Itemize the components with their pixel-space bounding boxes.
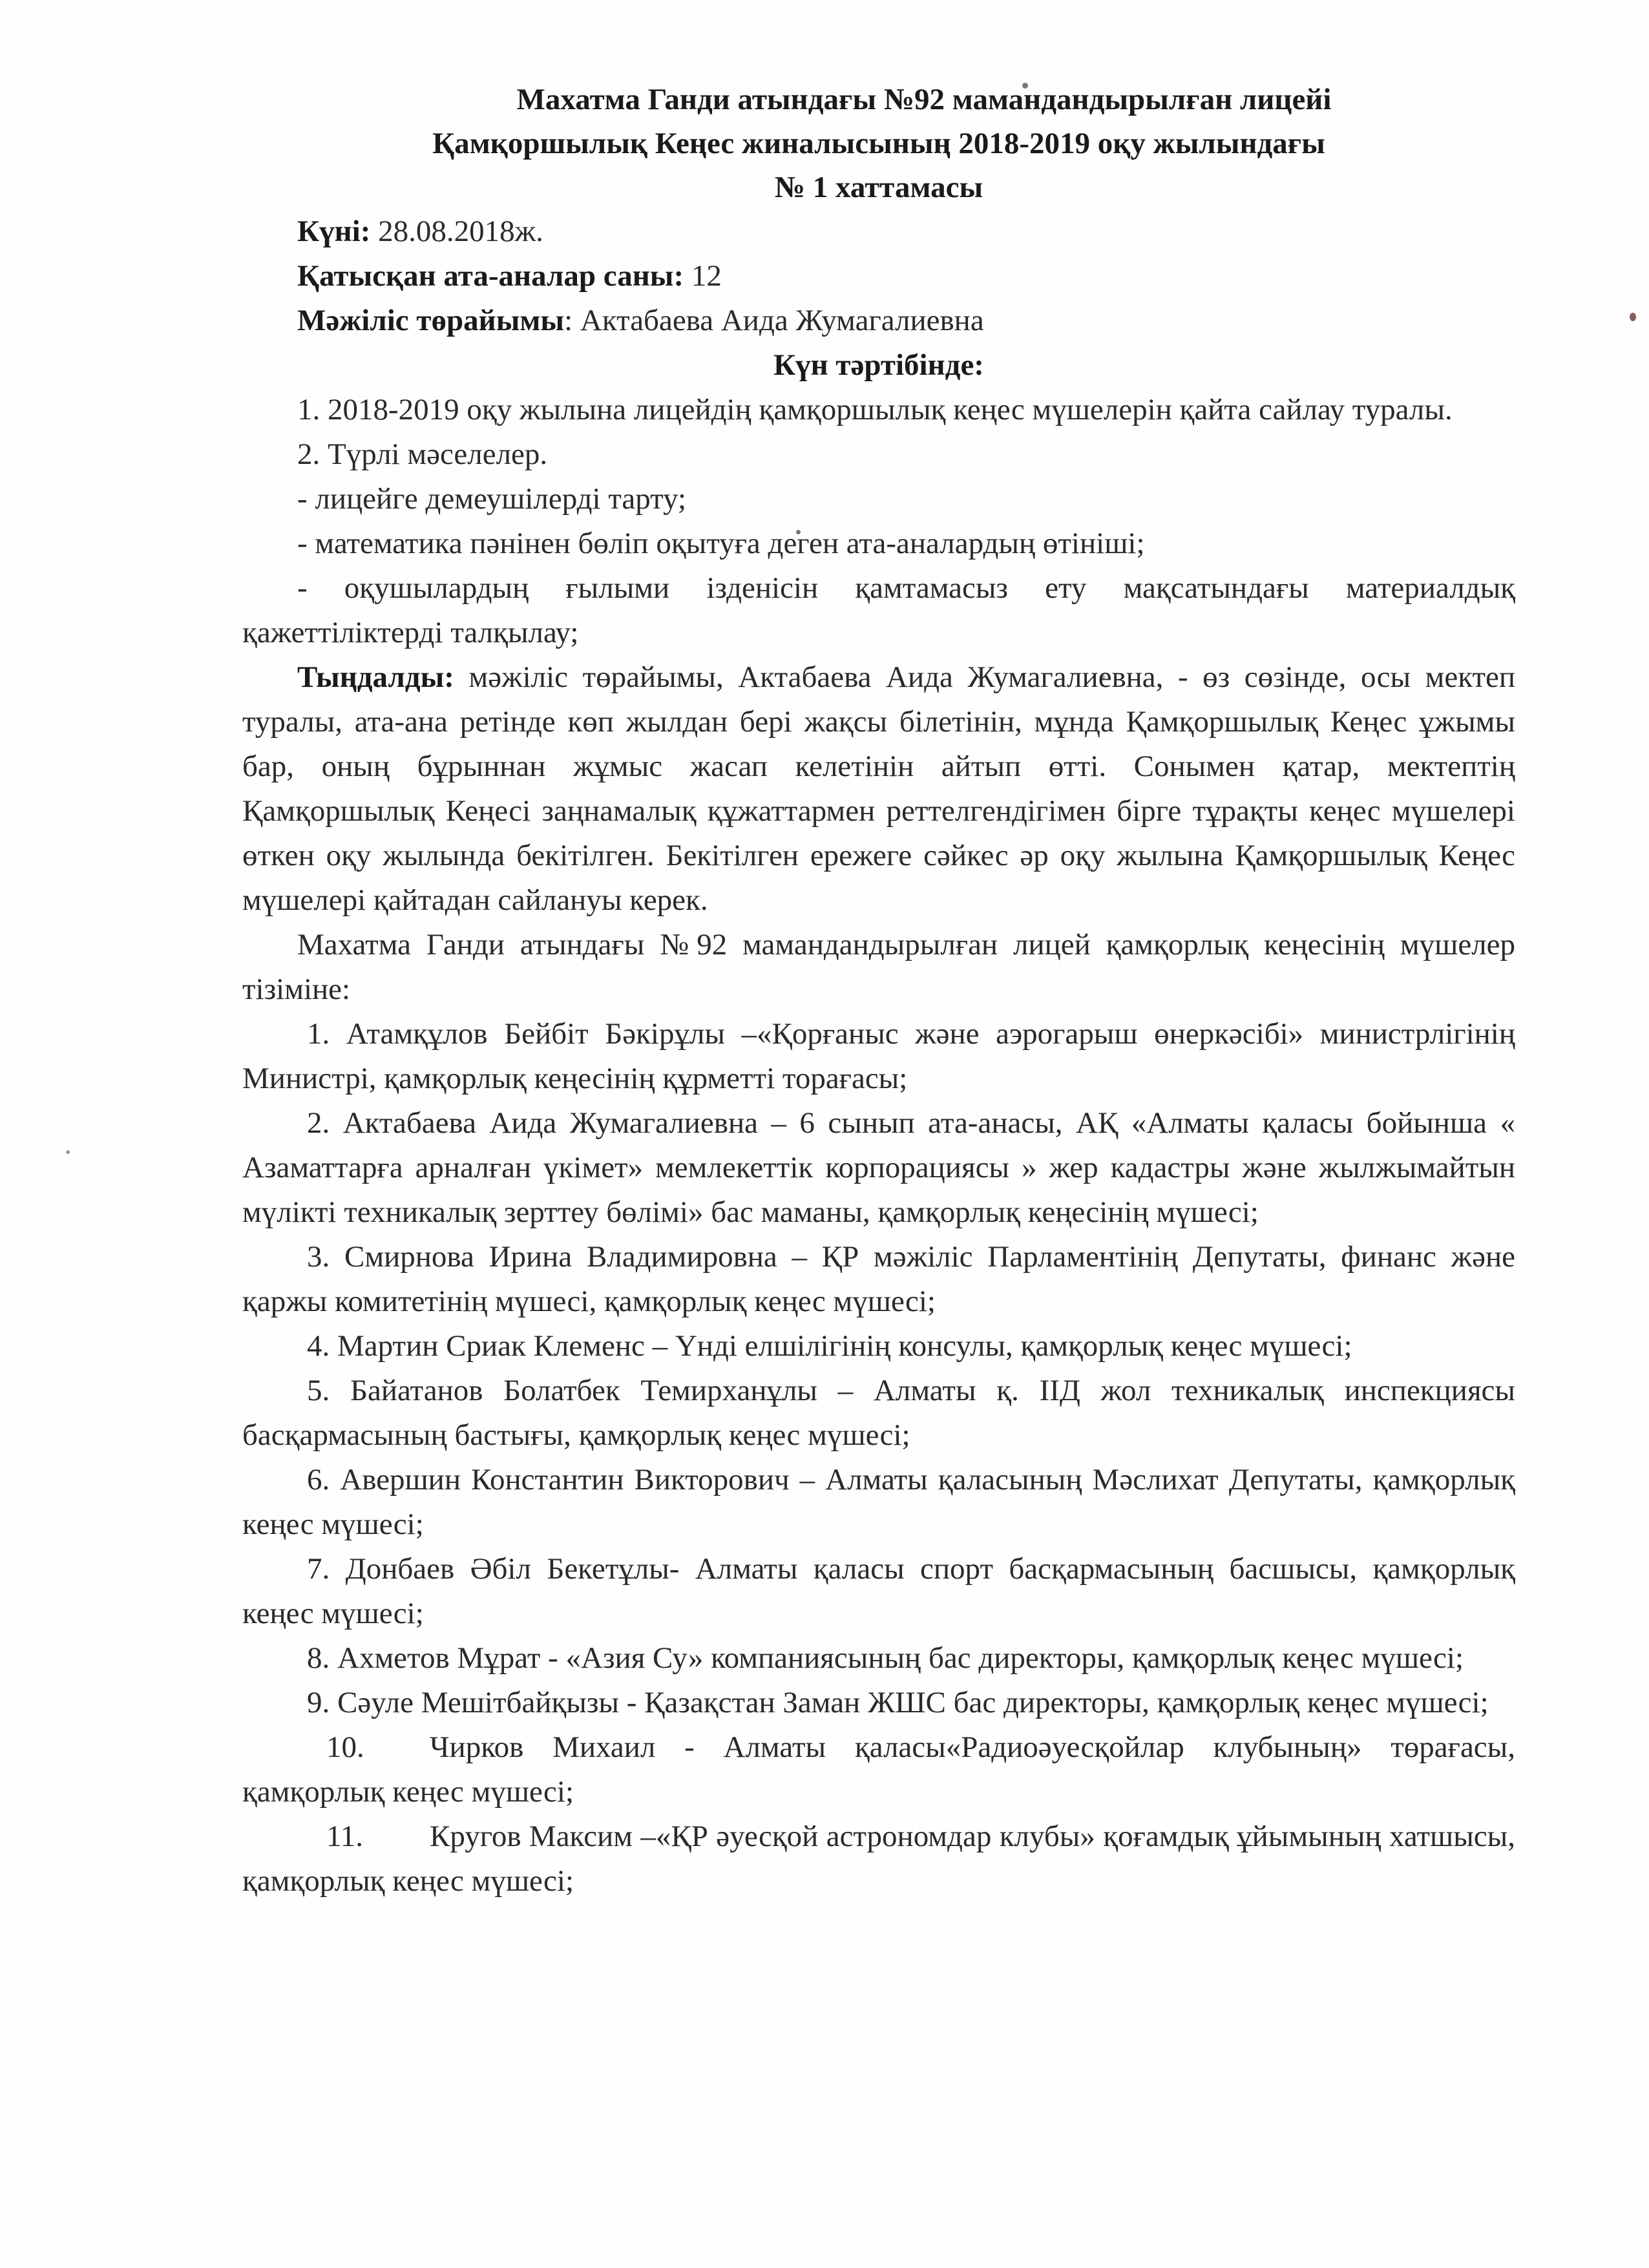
- date-label: Күні:: [297, 215, 371, 248]
- agenda-sub-3: - оқушылардың ғылыми ізденісін қамтамасыз ету мақсатындағы материалдық қажеттіліктерді талқылау;: [242, 571, 1515, 649]
- parents-value: 12: [684, 259, 722, 293]
- heard-paragraph: [242, 655, 1515, 923]
- chair-value: : Актабаева Аида Жумагалиевна: [564, 304, 984, 337]
- member-5: 5. Байатанов Болатбек Темирханұлы – Алматы қ. ІІД жол техникалық инспекциясы басқармасының бастығы, қамқорлық кеңес мүшесі;: [242, 1374, 1515, 1452]
- protocol-document: [242, 78, 1515, 1904]
- member-11-number: 11.: [326, 1820, 364, 1853]
- member-10: [242, 1725, 1515, 1814]
- meta-chair: [242, 299, 1515, 343]
- agenda-sub-1: - лицейге демеушілерді тарту;: [297, 482, 687, 516]
- member-10-text: Чирков Михаил - Алматы қаласы«Радиоәуесқойлар клубының» төрағасы, қамқорлық кеңес мүшесі;: [242, 1730, 1515, 1809]
- agenda-sub-2: - математика пәнінен бөліп оқытуға деген ата-аналардың өтініші;: [297, 527, 1145, 560]
- scan-speck: [1630, 313, 1636, 321]
- member-7: 7. Донбаев Әбіл Бекетұлы- Алматы қаласы спорт басқармасының басшысы, қамқорлық кеңес мүшесі;: [242, 1552, 1515, 1630]
- date-value: 28.08.2018ж.: [370, 215, 543, 248]
- member-11: [242, 1814, 1515, 1904]
- document-title: [242, 78, 1515, 209]
- title-line-3: № 1 хаттамасы: [774, 171, 983, 204]
- member-2: 2. Актабаева Аида Жумагалиевна – 6 сынып ата-анасы, АҚ «Алматы қаласы бойынша « Азаматтарға арналған үкімет» мемлекеттік корпорациясы » жер кадастры және жылжымайтын мүлікті техникалық зерттеу бөлімі» бас маманы, қамқорлық кеңесінің мүшесі;: [242, 1106, 1515, 1229]
- scan-speck: [66, 1150, 70, 1154]
- member-11-text: Кругов Максим –«ҚР әуесқой астрономдар клубы» қоғамдық ұйымының хатшысы, қамқорлық кеңес мүшесі;: [242, 1820, 1515, 1898]
- agenda-item-2: 2. Түрлі мәселелер.: [297, 437, 548, 471]
- agenda-item-1: 1. 2018-2019 оқу жылына лицейдің қамқоршылық кеңес мүшелерін қайта сайлау туралы.: [297, 393, 1453, 426]
- title-line-2: Қамқоршылық Кеңес жиналысының 2018-2019 оқу жылындағы: [432, 127, 1325, 160]
- member-3: 3. Смирнова Ирина Владимировна – ҚР мәжіліс Парламентінің Депутаты, финанс және қаржы комитетінің мүшесі, қамқорлық кеңес мүшесі;: [242, 1240, 1515, 1318]
- parents-label: Қатысқан ата-аналар саны:: [297, 259, 684, 293]
- member-10-number: 10.: [326, 1730, 364, 1764]
- members-intro: Махатма Ганди атындағы №92 мамандандырылған лицей қамқорлық кеңесінің мүшелер тізіміне:: [242, 928, 1515, 1006]
- member-8: 8. Ахметов Мұрат - «Азия Су» компаниясының бас директоры, қамқорлық кеңес мүшесі;: [307, 1641, 1464, 1675]
- member-9: 9. Сәуле Мешітбайқызы - Қазақстан Заман ЖШС бас директоры, қамқорлық кеңес мүшесі;: [307, 1686, 1489, 1719]
- heard-text: мәжіліс төрайымы, Актабаева Аида Жумагалиевна, - өз сөзінде, осы мектеп туралы, ата-ана ретінде көп жылдан бері жақсы білетінін, мұнда Қамқоршылық Кеңес ұжымы бар, оның бұрыннан жұмыс жасап келетінін айтып өтті. Сонымен қатар, мектептің Қамқоршылық Кеңесі заңнамалық құжаттармен реттелгендігімен бірге тұрақты кеңес мүшелері өткен оқу жылында бекітілген. Бекітілген ережеге сәйкес әр оқу жылына Қамқоршылық Кеңес мүшелері қайтадан сайлануы керек.: [242, 660, 1515, 917]
- member-1: 1. Атамқұлов Бейбіт Бәкірұлы –«Қорғаныс және аэрогарыш өнеркәсібі» министрлігінің Министрі, қамқорлық кеңесінің құрметті торағасы;: [242, 1017, 1515, 1095]
- meta-parents: [242, 254, 1515, 299]
- member-4: 4. Мартин Сриак Клеменс – Үнді елшілігінің консулы, қамқорлық кеңес мүшесі;: [307, 1329, 1352, 1363]
- heard-label: Тыңдалды:: [297, 660, 454, 694]
- member-6: 6. Авершин Константин Викторович – Алматы қаласының Мәслихат Депутаты, қамқорлық кеңес мүшесі;: [242, 1463, 1515, 1541]
- meta-date: [242, 209, 1515, 254]
- title-line-1: Махатма Ганди атындағы №92 мамандандырылған лицейі: [516, 83, 1332, 116]
- chair-label: Мәжіліс төрайымы: [297, 304, 565, 337]
- agenda-heading: Күн тәртібінде:: [773, 348, 984, 382]
